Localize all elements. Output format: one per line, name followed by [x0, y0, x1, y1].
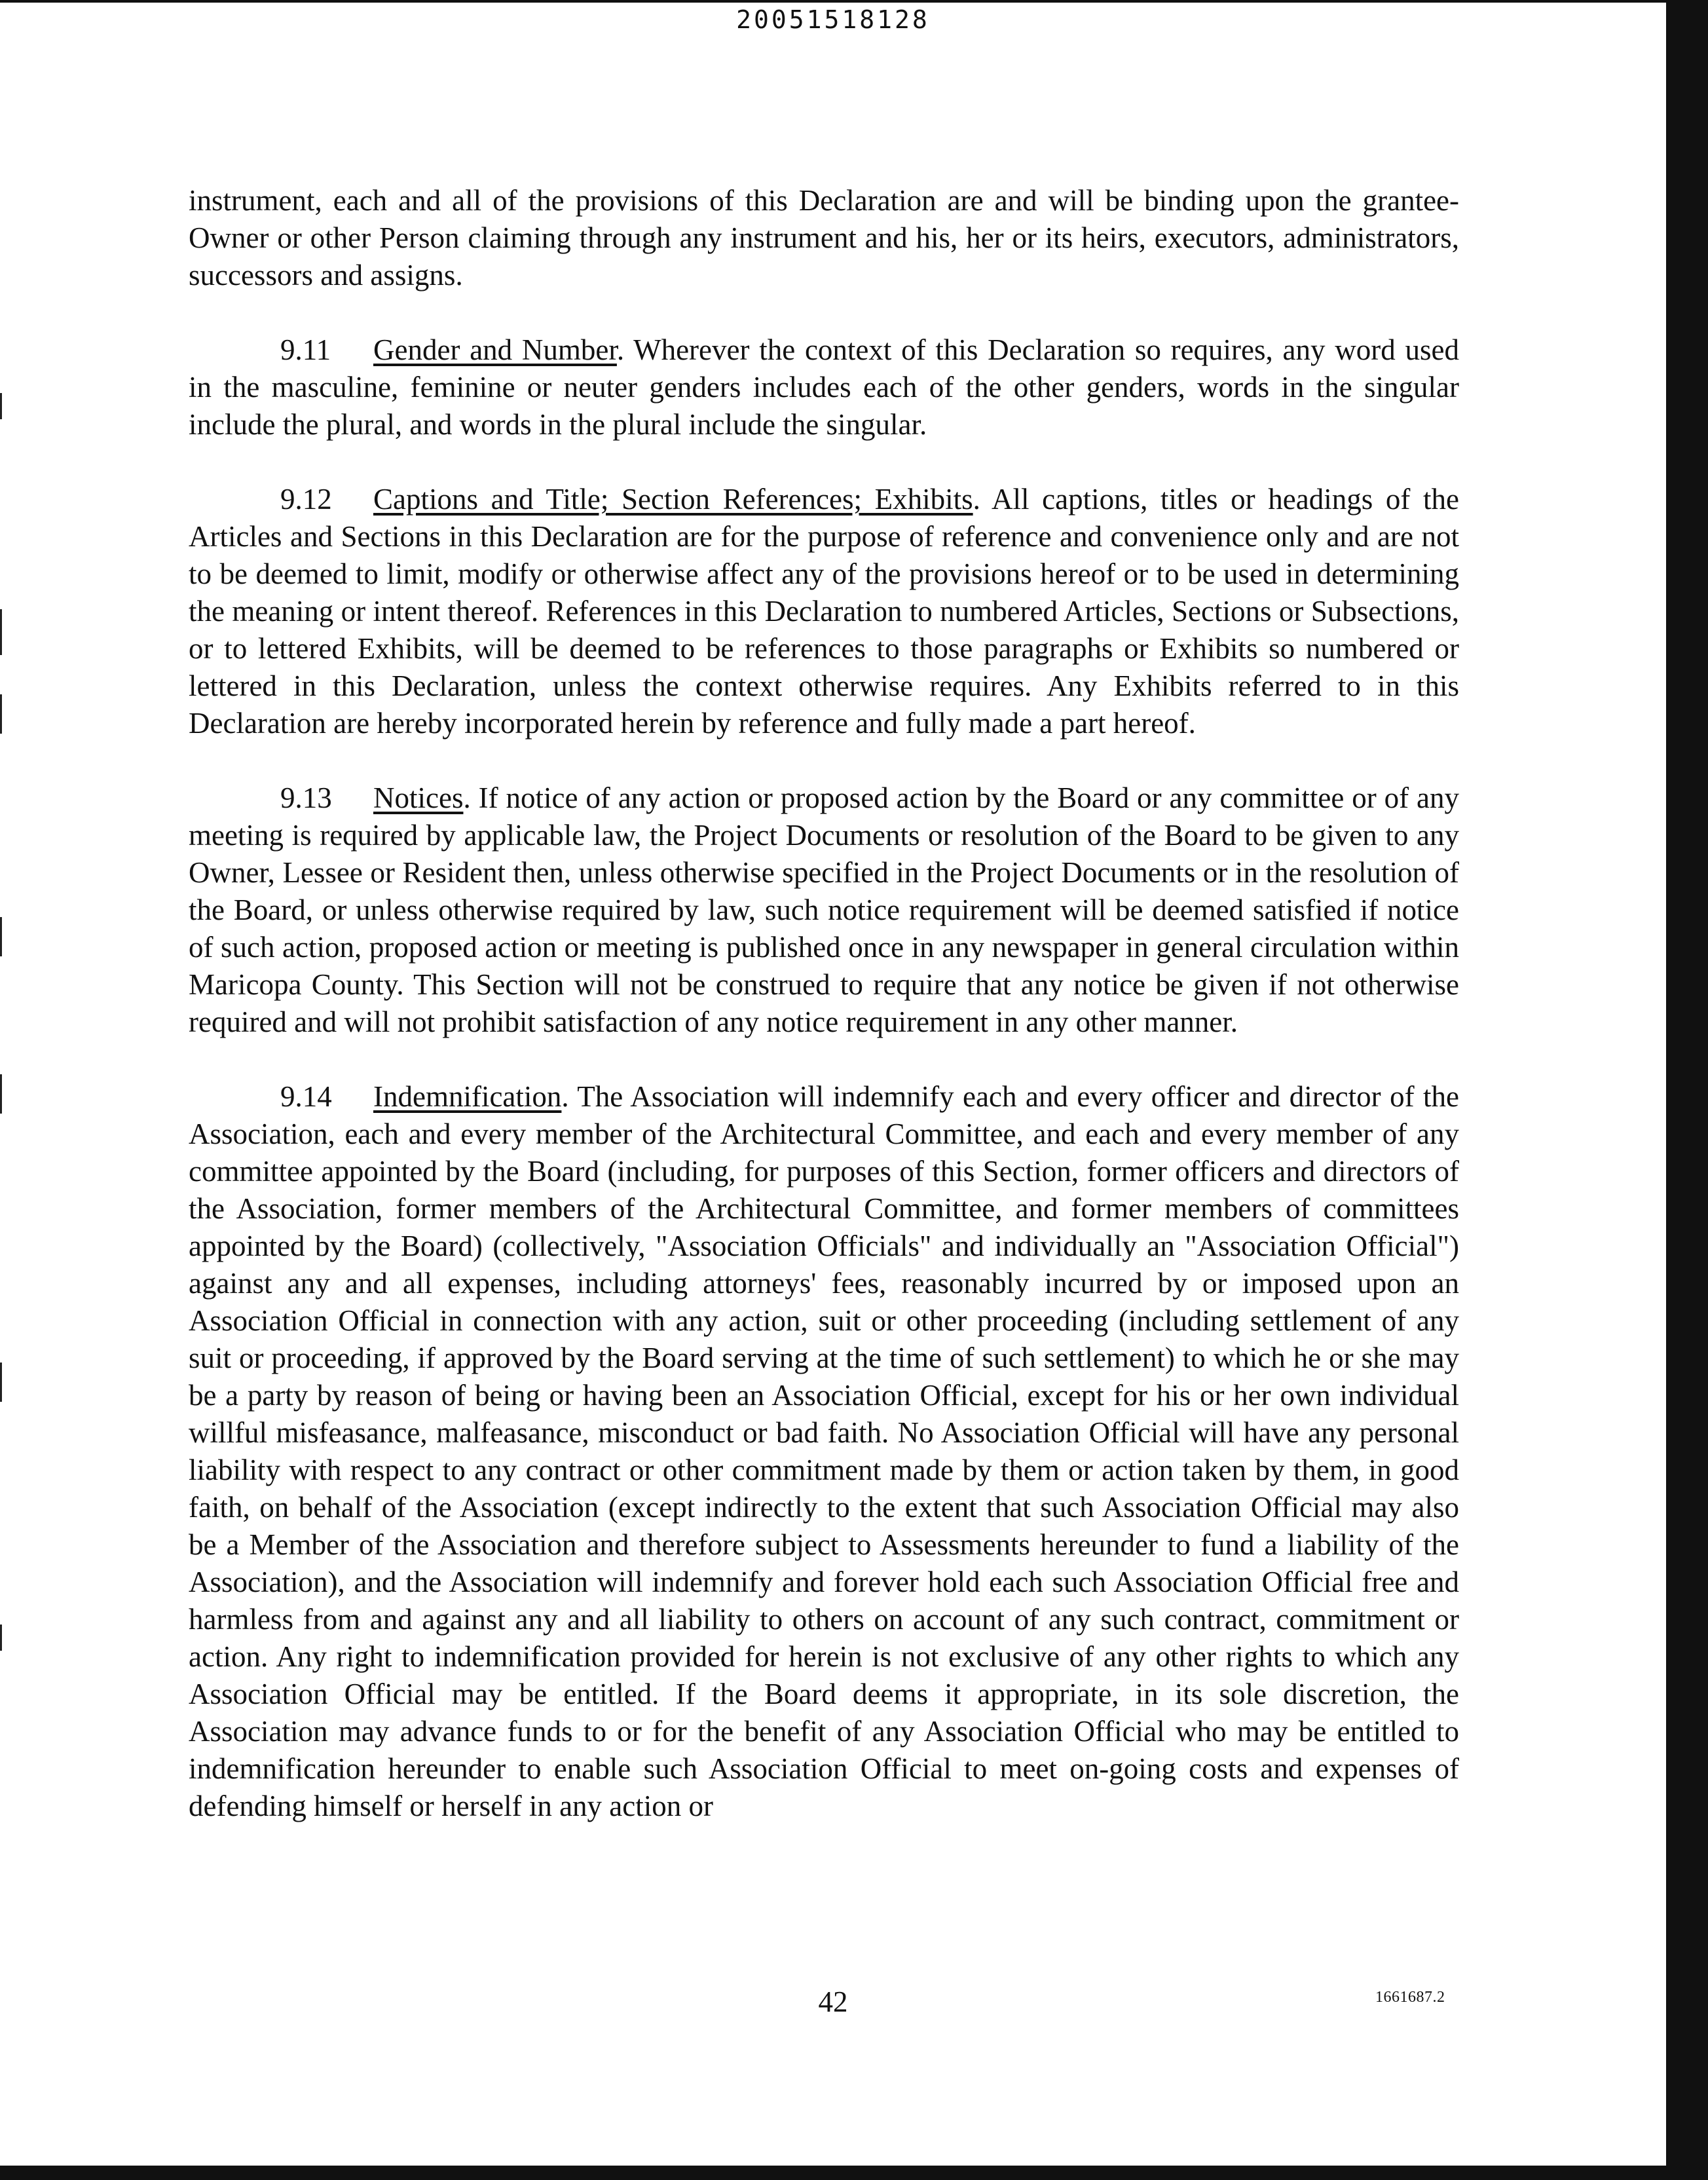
- section-9-14: [189, 1078, 1459, 1825]
- paragraph-continuation: [189, 182, 1459, 294]
- scan-edge-mark: [0, 917, 2, 956]
- section-text: . If notice of any action or proposed action by the Board or any committee or of any meeting is required by applicable law, the Project Documents or resolution of the Board to be given to any Owner, Lessee or Resident then, unless otherwise specified in the Project Documents or in the resolution of the Board, or unless otherwise required by law, such notice requirement will be deemed satisfied if notice of such action, proposed action or meeting is published once in any newspaper in general circulation within Maricopa County. This Section will not be construed to require that any notice be given if not otherwise required and will not prohibit satisfaction of any notice requirement in any other manner.: [189, 781, 1459, 1038]
- section-text: . All captions, titles or headings of the Articles and Sections in this Declaration are for the purpose of reference and convenience only and are not to be deemed to limit, modify or otherwise affect any of the provisions hereof or to be used in determining the meaning or intent thereof. References in this Declaration to numbered Articles, Sections or Subsections, or to lettered Exhibits, will be deemed to be references to those paragraphs or Exhibits so numbered or lettered in this Declaration, unless the context otherwise requires. Any Exhibits referred to in this Declaration are hereby incorporated herein by reference and fully made a part hereof.: [189, 483, 1460, 740]
- section-heading: Captions and Title; Section References; Exhibits: [373, 483, 973, 516]
- section-text: . The Association will indemnify each and every officer and director of the Association, each and every member of the Architectural Committee, and each and every member of any committee appointed by the Board (including, for purposes of this Section, former officers and directors of the Association, former members of the Architectural Committee, and former members of committees appointed by the Board) (collectively, "Association Officials" and individually an "Association Official") against any and all expenses, including attorneys' fees, reasonably incurred by or imposed upon an Association Official in connection with any action, suit or other proceeding (including settlement of any suit or proceeding, if approved by the Board serving at the time of such settlement) to which he or she may be a party by reason of being or having been an Association Official, except for his or her own individual willful misfeasance, malfeasance, misconduct or bad faith. No Association Official will have any personal liability with respect to any contract or other commitment made by them or action taken by them, in good faith, on behalf of the Association (except indirectly to the extent that such Association Official may also be a Member of the Association and therefore subject to Assessments hereunder to fund a liability of the Association), and the Association will indemnify and forever hold each such Association Official free and harmless from and against any and all liability to others on account of any such contract, commitment or action. Any right to indemnification provided for herein is not exclusive of any other rights to which any Association Official may be entitled. If the Board deems it appropriate, in its sole discretion, the Association may advance funds to or for the benefit of any Association Official who may be entitled to indemnification hereunder to enable such Association Official to meet on-going costs and expenses of defending himself or herself in any action or: [189, 1080, 1459, 1822]
- paragraph-text: instrument, each and all of the provisions of this Declaration are and will be binding upon the grantee-Owner or other Person claiming through any instrument and his, her or its heirs, executors, administrators, successors and assigns.: [189, 184, 1459, 291]
- section-heading: Notices: [373, 781, 464, 814]
- scan-edge-mark: [0, 1074, 2, 1114]
- scan-edge-mark: [0, 393, 2, 419]
- page-number: 42: [818, 1985, 848, 2018]
- section-text: . Wherever the context of this Declaration so requires, any word used in the masculine, feminine or neuter genders includes each of the other genders, words in the singular include the plural, and words in the plural include the singular.: [189, 333, 1459, 441]
- scan-edge-mark: [0, 1625, 2, 1651]
- section-number: 9.11: [280, 333, 331, 366]
- scan-bottom-border: [0, 2166, 1708, 2180]
- section-9-11: [189, 331, 1459, 443]
- section-heading: Gender and Number: [373, 333, 617, 366]
- scan-right-border: [1666, 0, 1708, 2180]
- section-number: 9.12: [280, 483, 332, 516]
- scan-edge-mark: [0, 609, 2, 655]
- section-9-13: [189, 780, 1459, 1041]
- section-heading: Indemnification: [373, 1080, 562, 1113]
- document-code: 1661687.2: [1375, 1989, 1445, 2006]
- section-number: 9.14: [280, 1080, 332, 1113]
- scan-edge-mark: [0, 1362, 2, 1402]
- scan-top-rule: [0, 0, 1708, 3]
- section-number: 9.13: [280, 781, 332, 814]
- page-body: [189, 182, 1459, 1862]
- document-id: 20051518128: [736, 5, 930, 34]
- section-9-12: [189, 481, 1459, 742]
- scan-edge-mark: [0, 694, 2, 734]
